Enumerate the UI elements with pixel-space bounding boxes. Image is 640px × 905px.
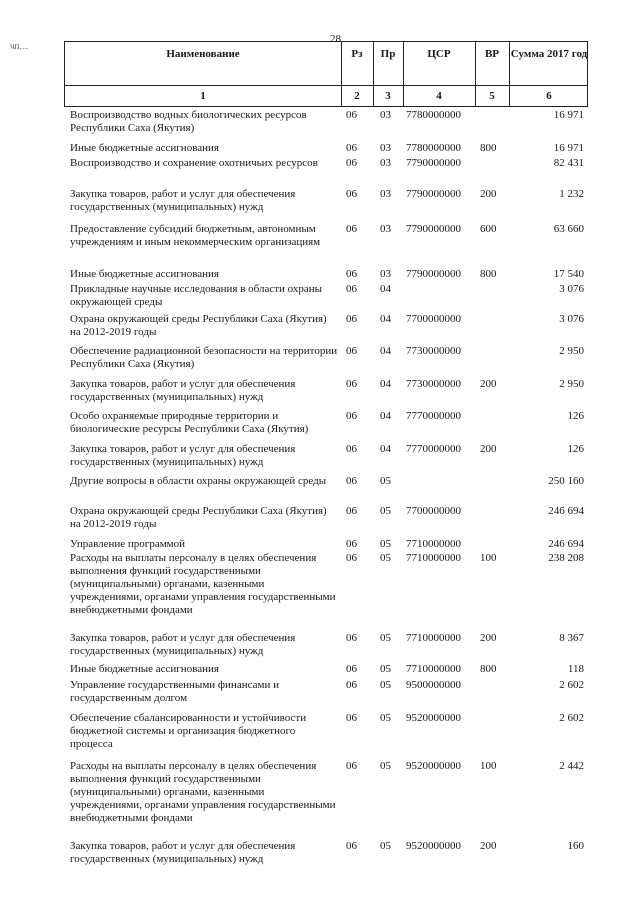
row-rz: 06 (346, 552, 357, 564)
page-number: 28 (330, 33, 341, 45)
row-vr: 800 (480, 268, 497, 280)
row-vr: 100 (480, 552, 497, 564)
row-rz: 06 (346, 679, 357, 691)
row-csr: 7780000000 (406, 109, 461, 121)
row-pr: 04 (380, 443, 391, 455)
row-name: Расходы на выплаты персоналу в целях обеспечения выполнения функций государственными (муниципальными) органами, казенными учреждениями, органами управления государственными внебюджетными фондами (70, 760, 336, 824)
row-rz: 06 (346, 157, 357, 169)
row-csr: 7780000000 (406, 142, 461, 154)
row-csr: 7790000000 (406, 188, 461, 200)
row-name: Закупка товаров, работ и услуг для обеспечения государственных (муниципальных) нужд (70, 632, 296, 657)
row-name: Охрана окружающей среды Республики Саха (Якутия) на 2012-2019 годы (70, 505, 327, 530)
row-name: Иные бюджетные ассигнования (70, 268, 219, 280)
row-rz: 06 (346, 760, 357, 772)
row-csr: 9500000000 (406, 679, 461, 691)
row-csr: 7700000000 (406, 505, 461, 517)
row-csr: 7710000000 (406, 552, 461, 564)
row-sum: 126 (567, 443, 584, 455)
row-csr: 7730000000 (406, 378, 461, 390)
row-pr: 05 (380, 840, 391, 852)
row-vr: 200 (480, 443, 497, 455)
row-name: Воспроизводство и сохранение охотничьих ресурсов (70, 157, 318, 169)
row-sum: 3 076 (559, 313, 584, 325)
row-rz: 06 (346, 109, 357, 121)
row-rz: 06 (346, 475, 357, 487)
row-vr: 200 (480, 840, 497, 852)
row-pr: 03 (380, 223, 391, 235)
row-pr: 03 (380, 109, 391, 121)
row-csr: 7790000000 (406, 223, 461, 235)
row-pr: 05 (380, 663, 391, 675)
row-rz: 06 (346, 268, 357, 280)
row-name: Закупка товаров, работ и услуг для обеспечения государственных (муниципальных) нужд (70, 378, 296, 403)
row-rz: 06 (346, 632, 357, 644)
row-name: Обеспечение радиационной безопасности на территории Республики Саха (Якутия) (70, 345, 338, 370)
row-sum: 2 602 (559, 712, 584, 724)
row-pr: 04 (380, 283, 391, 295)
row-rz: 06 (346, 142, 357, 154)
row-sum: 2 950 (559, 378, 584, 390)
row-vr: 200 (480, 378, 497, 390)
row-pr: 04 (380, 410, 391, 422)
row-rz: 06 (346, 345, 357, 357)
row-csr: 9520000000 (406, 840, 461, 852)
row-pr: 04 (380, 313, 391, 325)
table-header (64, 41, 588, 107)
row-rz: 06 (346, 378, 357, 390)
header-name: Наименование (166, 48, 240, 60)
header-rz: Рз (351, 48, 363, 60)
row-pr: 03 (380, 188, 391, 200)
header-col-4: 4 (436, 90, 442, 102)
row-pr: 04 (380, 345, 391, 357)
row-sum: 16 971 (553, 142, 584, 154)
row-pr: 05 (380, 679, 391, 691)
header-col-6: 6 (546, 90, 552, 102)
row-rz: 06 (346, 840, 357, 852)
row-vr: 200 (480, 188, 497, 200)
row-pr: 03 (380, 268, 391, 280)
header-sum: Сумма 2017 год (510, 48, 588, 60)
row-pr: 05 (380, 475, 391, 487)
row-name: Закупка товаров, работ и услуг для обеспечения государственных (муниципальных) нужд (70, 188, 296, 213)
header-col-3: 3 (385, 90, 391, 102)
row-pr: 05 (380, 760, 391, 772)
header-vr: ВР (484, 48, 500, 60)
row-csr: 7790000000 (406, 268, 461, 280)
row-name: Закупка товаров, работ и услуг для обеспечения государственных (муниципальных) нужд (70, 840, 296, 865)
row-rz: 06 (346, 313, 357, 325)
row-pr: 05 (380, 538, 391, 550)
row-name: Другие вопросы в области охраны окружающей среды (70, 475, 327, 487)
row-name: Иные бюджетные ассигнования (70, 663, 219, 675)
row-csr: 7790000000 (406, 157, 461, 169)
row-rz: 06 (346, 505, 357, 517)
row-rz: 06 (346, 443, 357, 455)
row-sum: 118 (567, 663, 584, 675)
row-sum: 2 602 (559, 679, 584, 691)
header-col-2: 2 (354, 90, 360, 102)
row-csr: 9520000000 (406, 712, 461, 724)
row-sum: 16 971 (553, 109, 584, 121)
row-pr: 05 (380, 632, 391, 644)
row-rz: 06 (346, 712, 357, 724)
header-col-1: 1 (200, 90, 206, 102)
row-csr: 7710000000 (406, 632, 461, 644)
row-sum: 238 208 (548, 552, 584, 564)
row-pr: 03 (380, 142, 391, 154)
row-csr: 7710000000 (406, 663, 461, 675)
row-vr: 800 (480, 663, 497, 675)
row-rz: 06 (346, 283, 357, 295)
row-name: Иные бюджетные ассигнования (70, 142, 219, 154)
row-sum: 160 (567, 840, 584, 852)
row-csr: 7710000000 (406, 538, 461, 550)
row-sum: 63 660 (553, 223, 584, 235)
row-vr: 200 (480, 632, 497, 644)
row-sum: 8 367 (559, 632, 584, 644)
row-sum: 3 076 (559, 283, 584, 295)
row-csr: 7770000000 (406, 443, 461, 455)
row-sum: 2 950 (559, 345, 584, 357)
row-name: Управление государственными финансами и государственным долгом (70, 679, 279, 704)
row-vr: 600 (480, 223, 497, 235)
row-rz: 06 (346, 410, 357, 422)
header-csr: ЦСР (427, 48, 451, 60)
row-rz: 06 (346, 663, 357, 675)
row-sum: 82 431 (553, 157, 584, 169)
row-pr: 04 (380, 378, 391, 390)
row-pr: 03 (380, 157, 391, 169)
row-pr: 05 (380, 712, 391, 724)
row-sum: 250 160 (548, 475, 584, 487)
row-csr: 7700000000 (406, 313, 461, 325)
row-sum: 1 232 (559, 188, 584, 200)
row-csr: 9520000000 (406, 760, 461, 772)
row-sum: 126 (567, 410, 584, 422)
row-name: Обеспечение сбалансированности и устойчивости бюджетной системы и организация бюджетного процесса (70, 712, 307, 750)
budget-table (64, 41, 588, 865)
row-sum: 17 540 (553, 268, 584, 280)
row-rz: 06 (346, 188, 357, 200)
row-pr: 05 (380, 552, 391, 564)
margin-note: чп… (10, 41, 29, 51)
row-csr: 7730000000 (406, 345, 461, 357)
row-name: Расходы на выплаты персоналу в целях обеспечения выполнения функций государственными (муниципальными) органами, казенными учреждениями, органами управления государственными внебюджетными фондами (70, 552, 336, 616)
row-name: Особо охраняемые природные территории и биологические ресурсы Республики Саха (Якутия) (70, 410, 309, 435)
row-name: Охрана окружающей среды Республики Саха (Якутия) на 2012-2019 годы (70, 313, 327, 338)
row-vr: 800 (480, 142, 497, 154)
row-rz: 06 (346, 538, 357, 550)
row-sum: 246 694 (548, 538, 584, 550)
header-col-5: 5 (489, 90, 495, 102)
header-pr: Пр (380, 48, 396, 60)
row-name: Предоставление субсидий бюджетным, автономным учреждениям и иным некоммерческим организациям (70, 223, 321, 248)
row-sum: 2 442 (559, 760, 584, 772)
row-sum: 246 694 (548, 505, 584, 517)
row-pr: 05 (380, 505, 391, 517)
row-name: Воспроизводство водных биологических ресурсов Республики Саха (Якутия) (70, 109, 307, 134)
row-rz: 06 (346, 223, 357, 235)
row-name: Закупка товаров, работ и услуг для обеспечения государственных (муниципальных) нужд (70, 443, 296, 468)
row-name: Управление программой (70, 538, 186, 550)
row-vr: 100 (480, 760, 497, 772)
row-csr: 7770000000 (406, 410, 461, 422)
row-name: Прикладные научные исследования в области охраны окружающей среды (70, 283, 323, 308)
